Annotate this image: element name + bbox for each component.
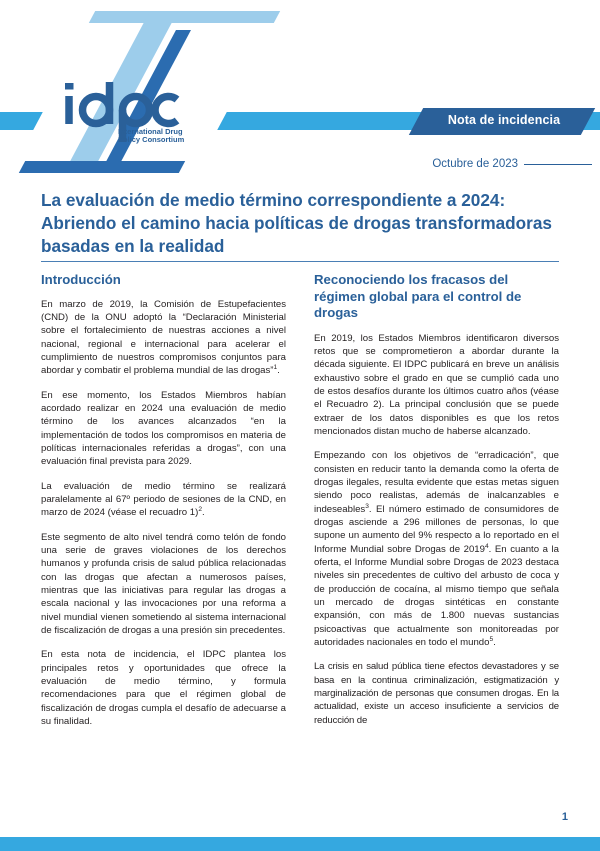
paragraph: En esta nota de incidencia, el IDPC plantea los principales retos y oportunidades que ofrece la evaluación de medio término, y formula recomendaciones para que el régimen global de fiscalización de drogas cumpla el desafío de adecuarse a su finalidad. [41,649,286,728]
seven-graphic-dark-foot [19,161,185,173]
page-title: La evaluación de medio término correspondiente a 2024: Abriendo el camino hacia políticas de drogas transformadoras basadas en la realidad [41,190,552,256]
paragraph: Empezando con los objetivos de “erradicación”, que consisten en reducir tanto la demanda como la oferta de drogas ilegales, resulta evidente que estas metas siguen siendo poco realistas, además de inalcanzables e indeseables$^3$. El número estimado de consumidores de drogas asciende a 296 millones de personas, lo que supone un aumento del 9% respecto a lo reportado en el Informe Mundial sobre Drogas de 2019$^4$. En cuanto a la oferta, el Informe Mundial sobre Drogas de 2023 destaca niveles sin precedentes de cultivo del arbusto de coca y de producción de cocaína, al mismo tiempo que señala un mercado de drogas sintéticas en constante expansión, con más de 1.800 nuevas sustancias psicoactivas que actualmente son monitoreadas por autoridades nacionales en todo el mundo$^5$. [314,450,559,649]
logo-subtitle-line2: Policy Consortium [118,135,185,144]
paragraph: La crisis en salud pública tiene efectos devastadores y se basa en la continua criminalización, estigmatización y marginalización de personas que consumen drogas. En la actualidad, existe un acceso insuficiente a servicios de reducción de [314,661,559,726]
idpc-logo [62,72,192,152]
paragraph-text: El número estimado de consumidores de drogas asciende a 296 millones de personas, lo que supone un aumento del 9% respecto a lo reportado en el Informe Mundial sobre Drogas de 2019 [314,503,559,555]
paragraph-text: En marzo de 2019, la Comisión de Estupefacientes (CND) de la ONU adoptó la “Declaración Ministerial sobre el fortalecimiento de nuestras acciones a nivel nacional, regional e internacional para acelerar el cumplimiento de nuestros compromisos conjuntos para abordar y combatir el problema mundial de las drogas” [41,298,286,377]
seven-graphic-top-stroke [89,11,280,23]
section-heading-introduccion: Introducción [41,272,121,287]
left-column [41,272,286,728]
publication-type-label: Nota de incidencia [447,113,561,127]
section-heading-reconociendo: Reconociendo los fracasos del régimen global para el control de drogas [314,272,522,320]
issue-date-rule [524,164,592,165]
paragraph: Este segmento de alto nivel tendrá como telón de fondo una serie de graves violaciones de los derechos humanos y profunda crisis de salud pública relacionadas con las drogas que afectan a numerosos países, mientras que las iniciativas para regular las drogas a escala nacional y las invocaciones por una reforma a nivel mundial vienen sometiendo al sistema internacional de fiscalización de drogas a una presión sin precedentes. [41,531,286,637]
right-column [314,272,559,727]
footnote-marker: 5 [489,635,494,643]
paragraph-text: La evaluación de medio término se realizará paralelamente al 67º periodo de sesiones de la CND, en marzo de 2024 (véase el recuadro 1) [41,480,286,519]
masthead [0,0,600,182]
paragraph: En 2019, los Estados Miembros identificaron diversos retos que se comprometieron a abordar durante la década siguiente. El IDPC publicará en breve un análisis exhaustivo sobre el grado en que se cumplió cada uno de estos desafíos durante los últimos cuatro años (véase el Recuadro 2). La principal conclusión que se puede extraer de los datos disponibles es que los retos mencionados distan mucho de haberse alcanzado. [314,332,559,437]
footnote-marker: 4 [484,542,489,550]
paragraph: La evaluación de medio término se realizará paralelamente al 67º periodo de sesiones de la CND, en marzo de 2024 (véase el recuadro 1)$^2$. [41,480,286,519]
page-number: 1 [561,811,568,823]
title-divider [41,261,559,262]
paragraph: En ese momento, los Estados Miembros habían acordado realizar en 2024 una evaluación de medio término de los avances alcanzados “en la implementación de todos los compromisos en materia de políticas internacionales referidas a drogas”, con una evaluación final prevista para 2029. [41,389,286,468]
paragraph: En marzo de 2019, la Comisión de Estupefacientes (CND) de la ONU adoptó la “Declaración Ministerial sobre el fortalecimiento de nuestras acciones a nivel nacional, regional e internacional para acelerar el cumplimiento de nuestros compromisos conjuntos para abordar y combatir el problema mundial de las drogas”$^1$. [41,298,286,377]
footer-bar [0,837,600,851]
left-cyan-tab [0,112,43,130]
cyan-header-rule [217,112,431,130]
paragraph-text: Empezando con los objetivos de “erradicación”, que consisten en reducir tanto la demanda como la oferta de drogas ilegales, resulta evidente que estas metas siguen siendo poco realistas, además de inalcanzables e indeseables [314,450,559,515]
logo-subtitle-line1: International Drug [118,127,183,136]
footnote-marker: 3 [365,502,369,510]
paragraph-text: En cuanto a la oferta, el Informe Mundial sobre Drogas de 2023 destaca niveles sin precedentes de cultivo del arbusto de coca y de producción de cocaína, al mismo tiempo que señala un mercado de drogas sintéticas en constante expansión, con más de 1.800 nuevas sustancias psicoactivas que actualmente son monitoreadas por autoridades nacionales en todo el mundo [314,543,559,649]
footnote-marker: 2 [198,506,202,514]
footnote-marker: 1 [273,364,278,372]
issue-date: Octubre de 2023 [432,158,518,170]
